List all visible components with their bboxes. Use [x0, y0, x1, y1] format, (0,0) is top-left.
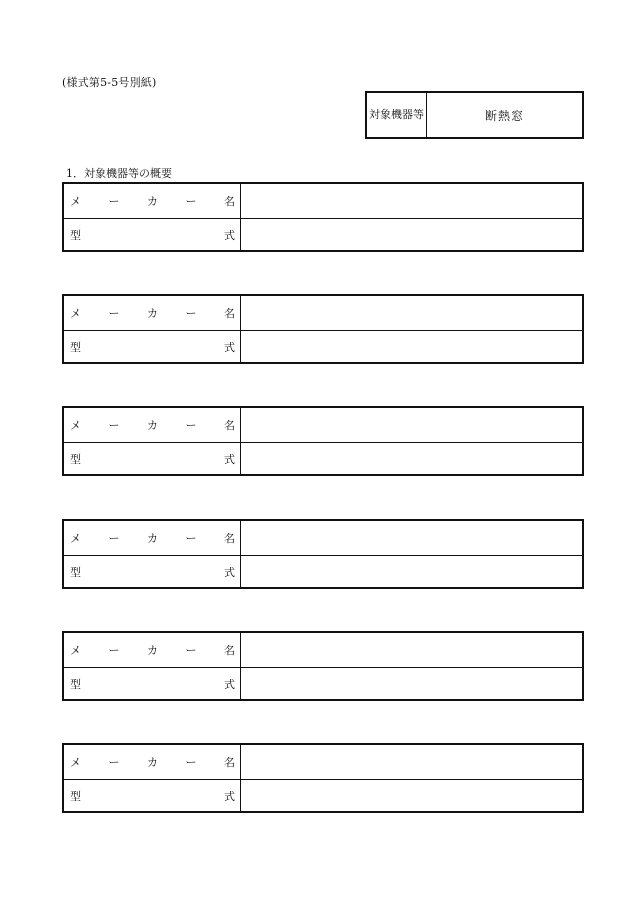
- maker-label-char: 名: [224, 756, 235, 769]
- model-label-char: 式: [224, 789, 235, 803]
- maker-label-char: ー: [185, 644, 197, 657]
- model-row: [64, 555, 582, 587]
- maker-row: [64, 745, 582, 779]
- model-row: [64, 218, 582, 250]
- maker-label-char: メ: [70, 644, 81, 657]
- maker-label-char: ー: [108, 195, 120, 208]
- model-label-char: 型: [70, 789, 81, 803]
- maker-label-char: ー: [185, 419, 197, 432]
- model-row: [64, 442, 582, 474]
- maker-label-char: カ: [147, 756, 158, 769]
- form-code: (様式第5-5号別紙): [62, 76, 157, 89]
- maker-value-field[interactable]: [241, 184, 582, 218]
- maker-row: [64, 521, 582, 555]
- maker-label-char: ー: [108, 644, 120, 657]
- device-table-6: [62, 743, 584, 813]
- model-row: [64, 330, 582, 362]
- target-box: [365, 91, 584, 139]
- model-label: [64, 668, 241, 699]
- device-table-3: [62, 406, 584, 476]
- model-row: [64, 667, 582, 699]
- section-title: 1．対象機器等の概要: [66, 167, 172, 180]
- model-value-field[interactable]: [241, 556, 582, 587]
- maker-label-char: ー: [108, 307, 120, 320]
- model-row: [64, 779, 582, 811]
- maker-label: [64, 408, 241, 442]
- maker-label-char: メ: [70, 307, 81, 320]
- maker-label-char: ー: [108, 532, 120, 545]
- maker-label-char: メ: [70, 532, 81, 545]
- maker-value-field[interactable]: [241, 408, 582, 442]
- model-label: [64, 331, 241, 362]
- maker-label-char: カ: [147, 419, 158, 432]
- model-label-char: 型: [70, 452, 81, 466]
- maker-label-char: ー: [185, 532, 197, 545]
- maker-label-char: 名: [224, 419, 235, 432]
- maker-value-field[interactable]: [241, 521, 582, 555]
- maker-label: [64, 745, 241, 779]
- maker-value-field[interactable]: [241, 296, 582, 330]
- model-label-char: 型: [70, 565, 81, 579]
- device-table-2: [62, 294, 584, 364]
- maker-row: [64, 184, 582, 218]
- maker-row: [64, 633, 582, 667]
- model-label-char: 型: [70, 677, 81, 691]
- model-label-char: 式: [224, 452, 235, 466]
- maker-label-char: 名: [224, 195, 235, 208]
- maker-label-char: メ: [70, 195, 81, 208]
- maker-label: [64, 633, 241, 667]
- model-value-field[interactable]: [241, 780, 582, 811]
- model-label: [64, 556, 241, 587]
- target-value: 断熱窓: [484, 108, 524, 123]
- maker-label: [64, 296, 241, 330]
- target-label: 対象機器等: [367, 93, 427, 137]
- maker-label: [64, 521, 241, 555]
- maker-label-char: 名: [224, 307, 235, 320]
- model-label: [64, 443, 241, 474]
- maker-label-char: 名: [224, 644, 235, 657]
- maker-label-char: カ: [147, 644, 158, 657]
- maker-label: [64, 184, 241, 218]
- maker-label-char: メ: [70, 419, 81, 432]
- device-table-5: [62, 631, 584, 701]
- maker-label-char: ー: [185, 756, 197, 769]
- model-label-char: 式: [224, 565, 235, 579]
- model-value-field[interactable]: [241, 331, 582, 362]
- model-label-char: 型: [70, 340, 81, 354]
- maker-label-char: カ: [147, 532, 158, 545]
- maker-value-field[interactable]: [241, 633, 582, 667]
- maker-row: [64, 408, 582, 442]
- model-value-field[interactable]: [241, 219, 582, 250]
- maker-label-char: ー: [108, 756, 120, 769]
- maker-label-char: ー: [108, 419, 120, 432]
- model-value-field[interactable]: [241, 668, 582, 699]
- maker-label-char: ー: [185, 195, 197, 208]
- maker-row: [64, 296, 582, 330]
- maker-label-char: カ: [147, 307, 158, 320]
- model-label: [64, 780, 241, 811]
- model-value-field[interactable]: [241, 443, 582, 474]
- model-label-char: 式: [224, 340, 235, 354]
- model-label-char: 式: [224, 677, 235, 691]
- model-label-char: 式: [224, 228, 235, 242]
- model-label-char: 型: [70, 228, 81, 242]
- maker-value-field[interactable]: [241, 745, 582, 779]
- maker-label-char: 名: [224, 532, 235, 545]
- model-label: [64, 219, 241, 250]
- device-table-4: [62, 519, 584, 589]
- maker-label-char: ー: [185, 307, 197, 320]
- device-table-1: [62, 182, 584, 252]
- maker-label-char: メ: [70, 756, 81, 769]
- maker-label-char: カ: [147, 195, 158, 208]
